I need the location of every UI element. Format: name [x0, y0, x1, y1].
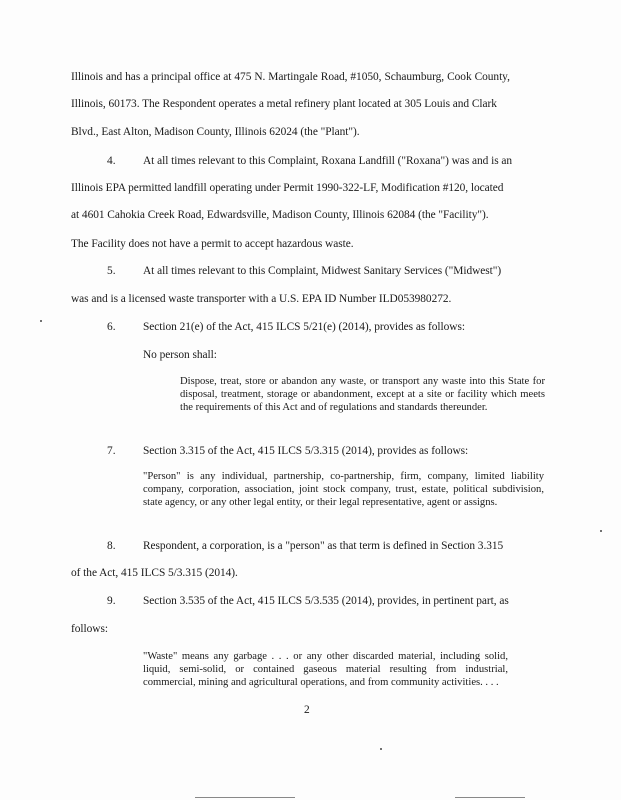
para-8-line-1: Respondent, a corporation, is a "person" as that term is defined in Section 3.315 [143, 540, 504, 552]
scan-edge-mark [195, 797, 295, 798]
para-7-quote: "Person" is any individual, partnership, co-partnership, firm, company, limited liability company, corporation, association, joint stock company, trust, estate, political subdivision, state agency, or any other legal entity, or their legal representative, agent or assigns. [143, 471, 544, 509]
para-6-number: 6. [107, 321, 116, 333]
para-6-text: Section 21(e) of the Act, 415 ILCS 5/21(e) (2014), provides as follows: [143, 321, 465, 333]
scan-speck [380, 748, 382, 750]
para-5-number: 5. [107, 265, 116, 277]
scan-speck [600, 530, 602, 532]
para-9-number: 9. [107, 595, 116, 607]
intro-line-1: Illinois and has a principal office at 475 N. Martingale Road, #1050, Schaumburg, Cook County, [71, 71, 510, 83]
intro-line-2: Illinois, 60173. The Respondent operates a metal refinery plant located at 305 Louis and Clark [71, 98, 497, 110]
para-9-line-2: follows: [71, 623, 108, 635]
para-4-line-1: At all times relevant to this Complaint, Roxana Landfill ("Roxana") was and is an [143, 155, 513, 167]
para-9-line-1: Section 3.535 of the Act, 415 ILCS 5/3.535 (2014), provides, in pertinent part, as [143, 595, 509, 607]
para-8-number: 8. [107, 540, 116, 552]
para-4-line-2: Illinois EPA permitted landfill operating under Permit 1990-322-LF, Modification #120, located [71, 182, 504, 194]
para-4-line-4: The Facility does not have a permit to accept hazardous waste. [71, 238, 354, 250]
intro-line-3: Blvd., East Alton, Madison County, Illinois 62024 (the "Plant"). [71, 126, 360, 138]
para-7-text: Section 3.315 of the Act, 415 ILCS 5/3.315 (2014), provides as follows: [143, 445, 469, 457]
para-7-number: 7. [107, 445, 116, 457]
para-9-quote: "Waste" means any garbage . . . or any other discarded material, including solid, liquid, semi-solid, or contained gaseous material resulting from industrial, commercial, mining and agricultural operations, and from community activities. . . . [143, 651, 508, 689]
scan-edge-mark [455, 797, 525, 798]
para-6-lead-in: No person shall: [143, 349, 217, 361]
para-6-quote: Dispose, treat, store or abandon any waste, or transport any waste into this State for disposal, treatment, storage or abandonment, except at a site or facility which meets the requirements of this Act and of regulations and standards thereunder. [180, 376, 545, 414]
page-number: 2 [304, 704, 310, 716]
para-5-line-2: was and is a licensed waste transporter with a U.S. EPA ID Number ILD053980272. [71, 293, 452, 305]
para-8-line-2: of the Act, 415 ILCS 5/3.315 (2014). [71, 567, 238, 579]
para-4-line-3: at 4601 Cahokia Creek Road, Edwardsville, Madison County, Illinois 62084 (the "Facility"). [71, 209, 489, 221]
para-4-number: 4. [107, 155, 116, 167]
scan-speck [40, 320, 42, 322]
para-5-line-1: At all times relevant to this Complaint, Midwest Sanitary Services ("Midwest") [143, 265, 502, 277]
